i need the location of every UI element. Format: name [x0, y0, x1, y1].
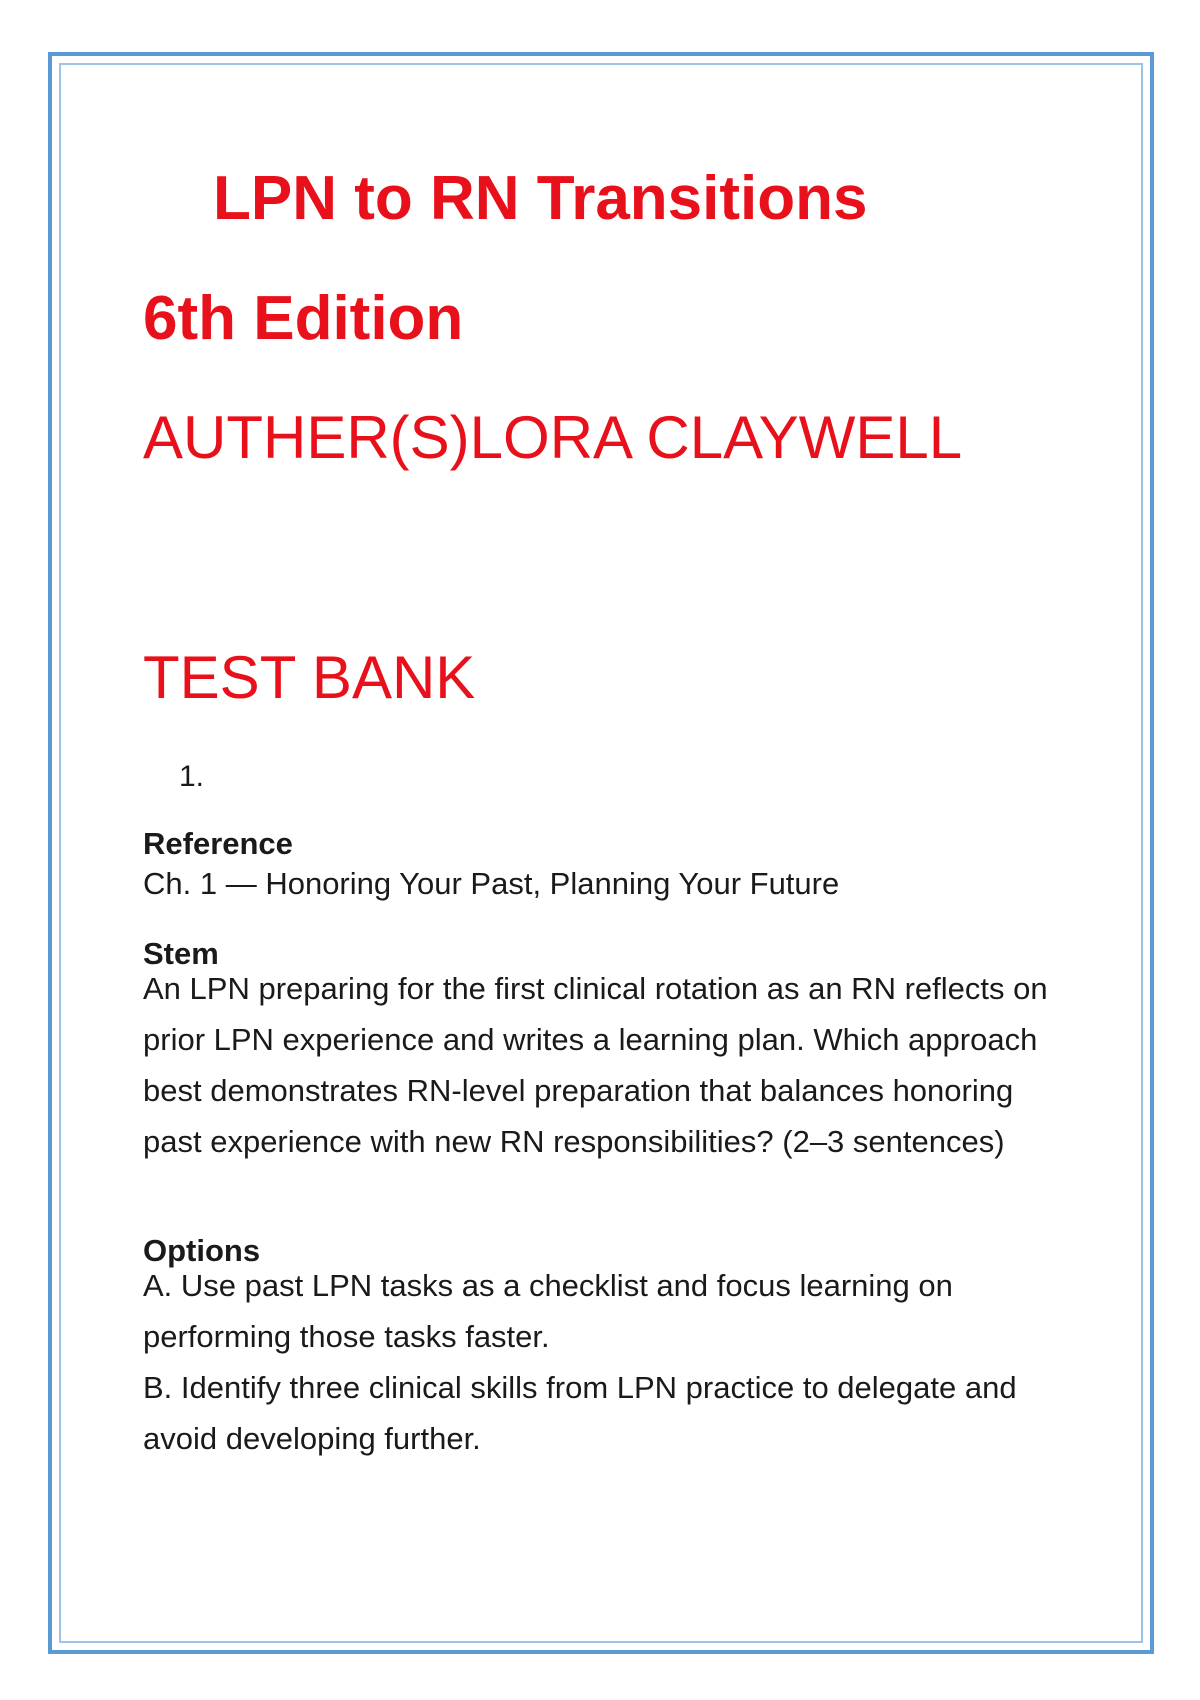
options-label: Options	[143, 1233, 261, 1268]
stem-text: An LPN preparing for the first clinical rotation as an RN reflects on prior LPN experience and writes a learning plan. Which approach best demonstrates RN-level preparation that balances honoring past experience with new RN responsibilities? (2–3 sentences)	[143, 971, 1048, 1159]
stem-label: Stem	[143, 936, 219, 971]
reference-text: Ch. 1 — Honoring Your Past, Planning Your Future	[143, 866, 840, 901]
question-number: 1.	[179, 760, 205, 793]
options-list	[143, 1260, 1073, 1464]
section-heading: TEST BANK	[143, 644, 476, 711]
option-b: B. Identify three clinical skills from LPN practice to delegate and avoid developing further.	[143, 1370, 1017, 1456]
document-title: LPN to RN Transitions	[213, 164, 868, 233]
reference-label: Reference	[143, 826, 293, 861]
document-edition: 6th Edition	[143, 284, 464, 353]
document-author: AUTHER(S)LORA CLAYWELL	[143, 404, 963, 471]
option-a: A. Use past LPN tasks as a checklist and focus learning on performing those tasks faster.	[143, 1268, 953, 1354]
